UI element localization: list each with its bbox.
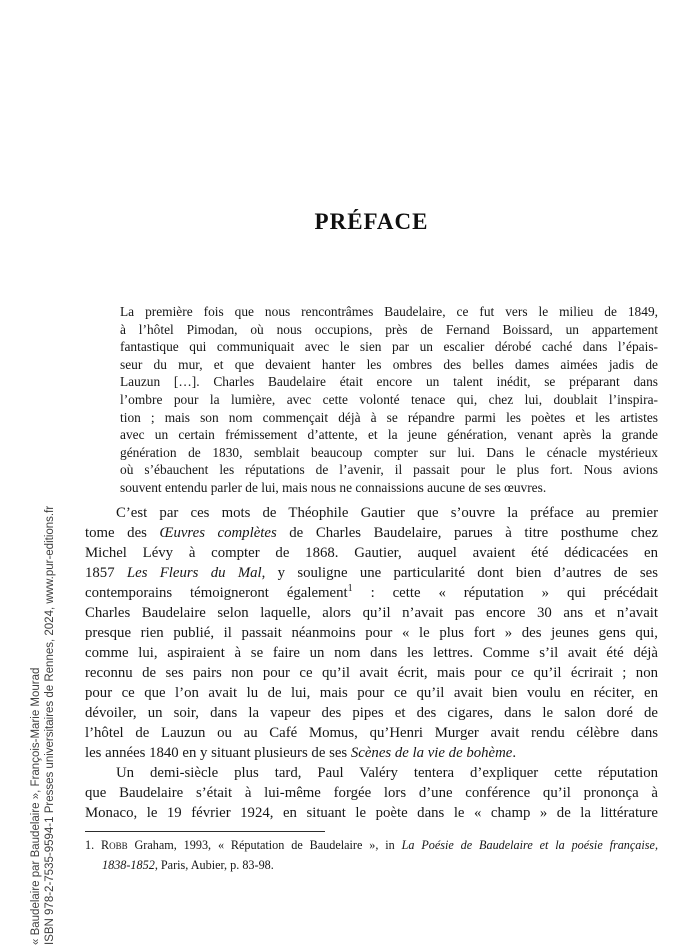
body-paragraph-2: [85, 763, 658, 823]
text-line: contemporains témoigneront également$^1$ : cette « réputation » qui précédait: [85, 583, 658, 601]
text-line: dévoiler, un soir, dans la vapeur des pipes et des cigares, dans le salon doré de: [85, 705, 658, 721]
text-line: à l’hôtel Pimodan, où nous occupions, près de Fernand Boissard, un appartement: [120, 321, 658, 337]
sidebar-credit-line: « Baudelaire par Baudelaire », François-Marie Mourad: [30, 667, 42, 945]
text-line: 1838-1852, Paris, Aubier, p. 83-98.: [102, 857, 274, 872]
text-line: les années 1840 en y situant plusieurs de ses Scènes de la vie de bohème.: [85, 745, 517, 761]
text-line: reconnu de ses pairs non pour ce qu’il avait écrit, mais pour ce qu’il écrirait ; non: [85, 665, 658, 681]
text-line: pour ce que l’on avait lu de lui, mais pour ce qu’il avait bien voulu en réciter, en: [85, 685, 658, 701]
text-line: 1857 Les Fleurs du Mal, y souligne une particularité dont bien d’autres de ses: [85, 565, 658, 581]
body-paragraph-1: [85, 503, 658, 763]
text-line: souvent entendu parler de lui, mais nous ne connaissions aucune de ses œuvres.: [120, 479, 547, 495]
chapter-title: PRÉFACE: [314, 209, 429, 235]
text-line: avec un certain frémissement d’attente, et la jeune génération, venant après la grande: [120, 427, 658, 443]
sidebar-isbn-line: ISBN 978-2-7535-9594-1 Presses universitaires de Rennes, 2024, www.pur-editions.fr: [43, 505, 56, 945]
text-line: C’est par ces mots de Théophile Gautier que s’ouvre la préface au premier: [116, 505, 658, 521]
text-line: Lauzun […]. Charles Baudelaire était encore un talent inédit, se préparant dans: [120, 374, 658, 390]
footnote-separator: [85, 831, 325, 832]
text-line: La première fois que nous rencontrâmes Baudelaire, ce fut vers le milieu de 1849,: [120, 304, 658, 319]
print-credit-sidebar: [30, 506, 57, 945]
text-line: génération de 1830, semblait beaucoup compter sur lui. Dans le cénacle mystérieux: [120, 444, 658, 460]
text-line: l’hôtel de Lauzun ou au Café Momus, qu’Henri Murger avait rendu célèbre dans: [85, 725, 658, 741]
text-line: fantastique qui communiquait avec le sien par un escalier dérobé caché dans l’épais-: [120, 339, 658, 355]
text-line: seur du mur, et que devaient hanter les ombres des belles dames aimées jadis de: [120, 356, 658, 372]
footnote: [85, 836, 658, 875]
text-line: presque rien publié, il passait néanmoins pour « le plus fort » des jeunes gens qui,: [85, 625, 658, 641]
text-line: Michel Lévy à compter de 1868. Gautier, auquel avaient été dédicacées en: [85, 545, 658, 561]
text-line: 1. Robb Graham, 1993, « Réputation de Baudelaire », in La Poésie de Baudelaire et la poésie française,: [85, 838, 658, 852]
epigraph-quote: [120, 303, 658, 497]
body-text: [85, 503, 658, 823]
text-line: tome des Œuvres complètes de Charles Baudelaire, parues à titre posthume chez: [85, 525, 658, 541]
text-line: Charles Baudelaire selon laquelle, alors qu’il n’avait pas encore 30 ans et n’avait: [85, 605, 658, 621]
text-line: Monaco, le 19 février 1924, en situant le poète dans le « champ » de la littérature: [85, 805, 658, 821]
text-line: comme lui, aspiraient à se faire un nom dans les lettres. Comme s’il avait été déjà: [85, 645, 658, 661]
text-line: l’ombre pour la lumière, avec cette volonté tenace qui, chez lui, doublait l’inspira-: [120, 391, 658, 407]
text-line: que Baudelaire s’était à lui-même forgée lors d’une conférence qu’il prononça à: [85, 785, 658, 801]
text-line: Un demi-siècle plus tard, Paul Valéry tentera d’expliquer cette réputation: [116, 765, 658, 781]
text-line: où s’ébauchent les réputations de l’avenir, il passait pour le plus fort. Nous avions: [120, 462, 658, 478]
text-line: tion ; mais son nom commençait déjà à se répandre parmi les poètes et les artistes: [120, 409, 658, 425]
